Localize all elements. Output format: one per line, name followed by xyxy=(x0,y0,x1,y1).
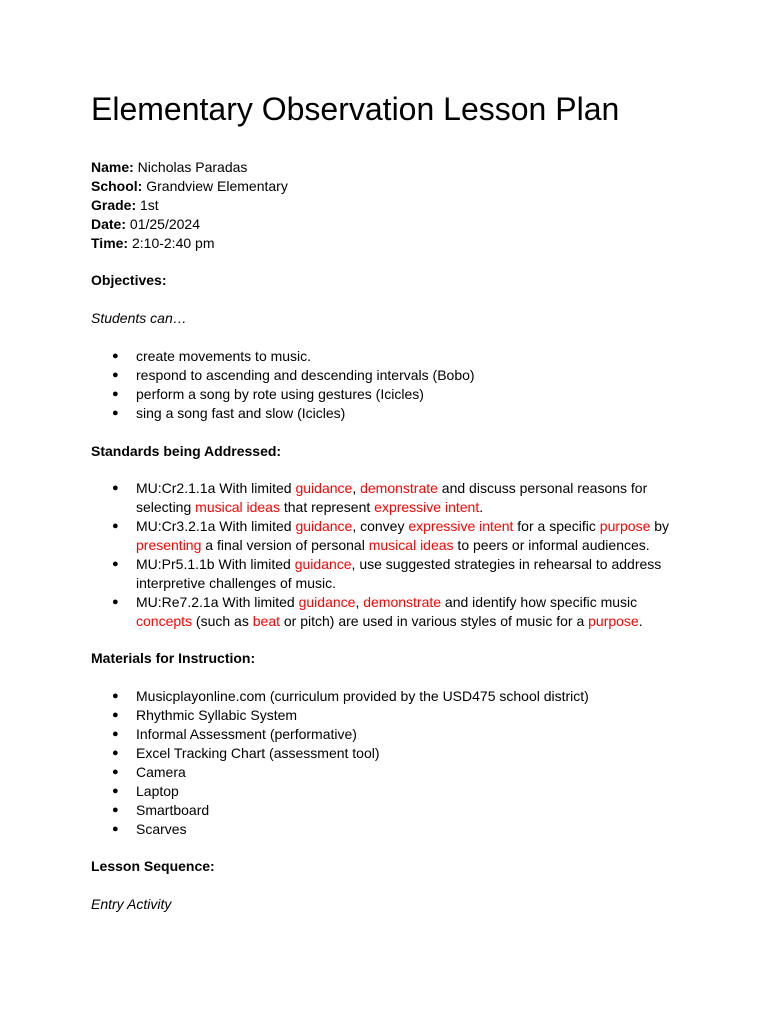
list-item xyxy=(91,706,691,725)
list-item xyxy=(91,593,696,631)
bullet-icon: ● xyxy=(112,406,119,419)
info-name-label: Name: xyxy=(91,159,134,175)
info-name-value: Nicholas Paradas xyxy=(133,159,248,175)
highlighted-term: guidance xyxy=(294,555,352,572)
info-time xyxy=(91,234,691,253)
lesson-sequence-heading: Lesson Sequence: xyxy=(91,858,215,875)
list-item-text: Smartboard xyxy=(136,801,210,818)
info-time-label: Time: xyxy=(91,234,129,251)
list-item xyxy=(91,517,696,555)
standards-heading: Standards being Addressed: xyxy=(91,442,282,459)
highlighted-term: presenting xyxy=(136,537,202,554)
bullet-icon: ● xyxy=(112,557,119,570)
info-grade xyxy=(91,196,691,215)
list-item-text: Excel Tracking Chart (assessment tool) xyxy=(136,744,380,761)
standard-text xyxy=(136,480,647,515)
bullet-icon: ● xyxy=(112,690,119,703)
highlighted-term: guidance xyxy=(295,518,353,535)
list-item-text: create movements to music. xyxy=(136,348,312,365)
list-item-text: Camera xyxy=(136,763,186,780)
bullet-icon: ● xyxy=(112,595,119,608)
info-time-value: 2:10-2:40 pm xyxy=(128,234,215,251)
standard-text-run: , xyxy=(352,480,361,497)
bullet-icon: ● xyxy=(112,784,119,797)
list-item xyxy=(91,782,691,801)
highlighted-term: musical ideas xyxy=(195,499,280,516)
list-item-text: Musicplayonline.com (curriculum provided by the USD475 school district) xyxy=(136,688,589,705)
info-grade-label: Grade: xyxy=(91,196,137,213)
standard-text-run: (such as xyxy=(192,612,253,629)
info-block xyxy=(91,158,691,253)
standard-text-run: that represent xyxy=(279,499,375,516)
standard-text-run: . xyxy=(479,499,484,516)
bullet-icon: ● xyxy=(112,746,119,759)
objectives-heading: Objectives: xyxy=(91,272,167,289)
bullet-icon: ● xyxy=(112,822,119,835)
list-item-text: perform a song by rote using gestures (Icicles) xyxy=(136,385,424,402)
list-item-text: Scarves xyxy=(136,820,187,837)
list-item-text: Rhythmic Syllabic System xyxy=(136,707,298,724)
bullet-icon: ● xyxy=(112,482,119,495)
materials-heading: Materials for Instruction: xyxy=(91,650,256,667)
highlighted-term: purpose xyxy=(588,612,639,629)
highlighted-term: expressive intent xyxy=(408,518,514,535)
standard-text-run: , xyxy=(355,593,364,610)
info-date-value: 01/25/2024 xyxy=(126,215,200,232)
bullet-icon: ● xyxy=(112,765,119,778)
standard-text-run: for a specific xyxy=(513,518,600,535)
document-title: Elementary Observation Lesson Plan xyxy=(91,91,620,127)
standard-text-run: a final version of personal xyxy=(201,537,369,554)
list-item-text: Informal Assessment (performative) xyxy=(136,726,357,743)
objectives-list xyxy=(91,347,691,423)
bullet-icon: ● xyxy=(112,520,119,533)
highlighted-term: guidance xyxy=(295,480,353,497)
info-school-value: Grandview Elementary xyxy=(142,177,288,194)
info-name xyxy=(91,158,691,177)
highlighted-term: demonstrate xyxy=(363,593,442,610)
list-item xyxy=(91,687,691,706)
standard-text-run: , convey xyxy=(352,518,409,535)
objectives-intro: Students can… xyxy=(91,310,187,327)
standard-text-run: by xyxy=(650,518,670,535)
standard-text xyxy=(136,594,643,629)
info-school-label: School: xyxy=(91,177,143,194)
list-item xyxy=(91,725,691,744)
bullet-icon: ● xyxy=(112,368,119,381)
standard-text-run: to peers or informal audiences. xyxy=(453,537,650,554)
list-item xyxy=(91,385,691,404)
info-school xyxy=(91,177,691,196)
list-item xyxy=(91,763,691,782)
list-item xyxy=(91,744,691,763)
list-item xyxy=(91,479,696,517)
standard-text-run: MU:Cr3.2.1a With limited xyxy=(136,518,296,535)
standard-text-run: . xyxy=(638,612,643,629)
bullet-icon: ● xyxy=(112,728,119,741)
highlighted-term: beat xyxy=(252,612,280,629)
standard-text-run: or pitch) are used in various styles of music for a xyxy=(280,612,589,629)
highlighted-term: purpose xyxy=(599,518,651,535)
bullet-icon: ● xyxy=(112,709,119,722)
list-item-text: Laptop xyxy=(136,782,179,799)
highlighted-term: demonstrate xyxy=(360,480,438,497)
standard-text-run: MU:Cr2.1.1a With limited xyxy=(136,480,296,497)
bullet-icon: ● xyxy=(112,387,119,400)
standards-list xyxy=(91,479,691,630)
highlighted-term: guidance xyxy=(298,593,356,610)
list-item xyxy=(91,347,691,366)
info-date-label: Date: xyxy=(91,215,127,232)
info-date xyxy=(91,215,691,234)
highlighted-term: expressive intent xyxy=(374,499,480,516)
list-item xyxy=(91,820,691,839)
standard-text xyxy=(136,556,661,591)
standard-text-run: MU:Pr5.1.1b With limited xyxy=(136,555,295,572)
list-item xyxy=(91,366,691,385)
list-item xyxy=(91,555,696,593)
highlighted-term: musical ideas xyxy=(368,537,454,554)
highlighted-term: concepts xyxy=(136,612,193,629)
list-item-text: respond to ascending and descending intervals (Bobo) xyxy=(136,366,475,383)
entry-activity-subheading: Entry Activity xyxy=(91,896,172,913)
bullet-icon: ● xyxy=(112,350,119,363)
document-body xyxy=(91,158,691,914)
standard-text-run: MU:Re7.2.1a With limited xyxy=(136,593,299,610)
list-item xyxy=(91,801,691,820)
list-item xyxy=(91,404,691,423)
materials-list xyxy=(91,687,691,838)
standard-text xyxy=(136,518,669,553)
standard-text-run: and identify how specific music xyxy=(441,593,638,610)
standard-text-run: and discuss personal reasons for selecting xyxy=(136,480,648,516)
info-grade-value: 1st xyxy=(136,196,159,213)
list-item-text: sing a song fast and slow (Icicles) xyxy=(136,404,346,421)
standard-text-run: , use suggested strategies in rehearsal to address interpretive challenges of music. xyxy=(136,555,662,591)
bullet-icon: ● xyxy=(112,803,119,816)
